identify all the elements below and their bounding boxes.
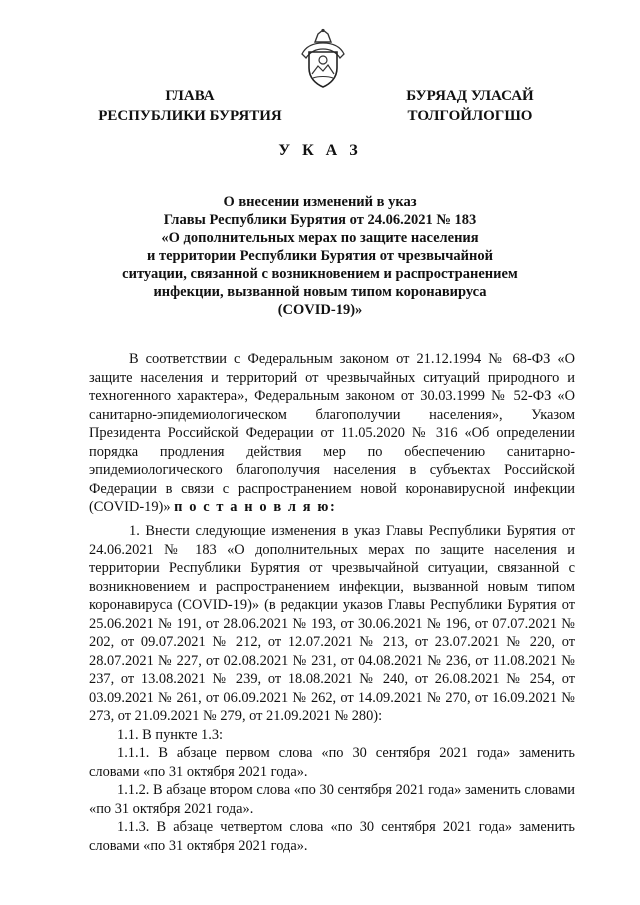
document-title xyxy=(100,193,540,319)
title-line: и территории Республики Бурятия от чрезвычайной xyxy=(147,248,493,264)
issuer-line: ГЛАВА xyxy=(165,88,215,104)
title-line: О внесении изменений в указ xyxy=(223,194,417,210)
issuer-line: РЕСПУБЛИКИ БУРЯТИЯ xyxy=(98,108,282,124)
title-line: инфекции, вызванной новым типом коронавируса xyxy=(153,284,487,300)
coat-of-arms-icon xyxy=(298,28,348,90)
item-1-1: 1.1. В пункте 1.3: xyxy=(117,726,224,743)
preamble-text: В соответствии с Федеральным законом от 21.12.1994 № 68-ФЗ «О защите населения и территорий от чрезвычайных ситуаций природного и техногенного характера», Федеральным законом от 30.03.1999 № 52-ФЗ «О санитарно-эпидемиологическом благополучии населения», Указом Президента Российской Федерации от 11.05.2020 № 316 «Об определении порядка продления действия мер по обеспечению санитарно-эпидемиологического благополучия населения в субъектах Российской Федерации в связи с распространением новой коронавирусной инфекции (COVID-19)» xyxy=(89,351,575,515)
issuer-header-russian xyxy=(90,86,290,126)
preamble xyxy=(89,350,575,517)
item-1: 1. Внести следующие изменения в указ Главы Республики Бурятия от 24.06.2021 № 183 «О дополнительных мерах по защите населения и территории Республики Бурятия от чрезвычайной ситуации, связанной с возникновением и распространением инфекции, вызванной новым типом коронавируса (COVID-19)» (в редакции указов Главы Республики Бурятия от 25.06.2021 № 191, от 28.06.2021 № 193, от 30.06.2021 № 196, от 07.07.2021 № 202, от 09.07.2021 № 212, от 12.07.2021 № 213, от 23.07.2021 № 220, от 28.07.2021 № 227, от 02.08.2021 № 231, от 04.08.2021 № 236, от 11.08.2021 № 237, от 13.08.2021 № 239, от 18.08.2021 № 240, от 26.08.2021 № 254, от 03.09.2021 № 261, от 06.09.2021 № 262, от 14.09.2021 № 270, от 16.09.2021 № 273, от 21.09.2021 № 279, от 21.09.2021 № 280): xyxy=(89,523,575,724)
issuer-line: ТОЛГОЙЛОГШО xyxy=(407,108,533,124)
item-1-1-1: 1.1.1. В абзаце первом слова «по 30 сентября 2021 года» заменить словами «по 31 октября 2021 года». xyxy=(89,745,575,780)
item-1-1-3: 1.1.3. В абзаце четвертом слова «по 30 сентября 2021 года» заменить словами «по 31 октября 2021 года». xyxy=(89,819,575,854)
title-line: (COVID-19)» xyxy=(277,302,363,318)
title-line: Главы Республики Бурятия от 24.06.2021 № 183 xyxy=(163,212,477,228)
decree-items xyxy=(89,522,575,855)
title-line: «О дополнительных мерах по защите населения xyxy=(161,230,479,246)
document-type: У К А З xyxy=(278,142,362,159)
issuer-line: БУРЯАД УЛАСАЙ xyxy=(406,88,534,104)
issuer-header-buryat xyxy=(385,86,555,126)
decree-word: п о с т а н о в л я ю: xyxy=(174,499,337,515)
title-line: ситуации, связанной с возникновением и распространением xyxy=(122,266,518,282)
item-1-1-2: 1.1.2. В абзаце втором слова «по 30 сентября 2021 года» заменить словами «по 31 октября 2021 года». xyxy=(89,782,575,817)
